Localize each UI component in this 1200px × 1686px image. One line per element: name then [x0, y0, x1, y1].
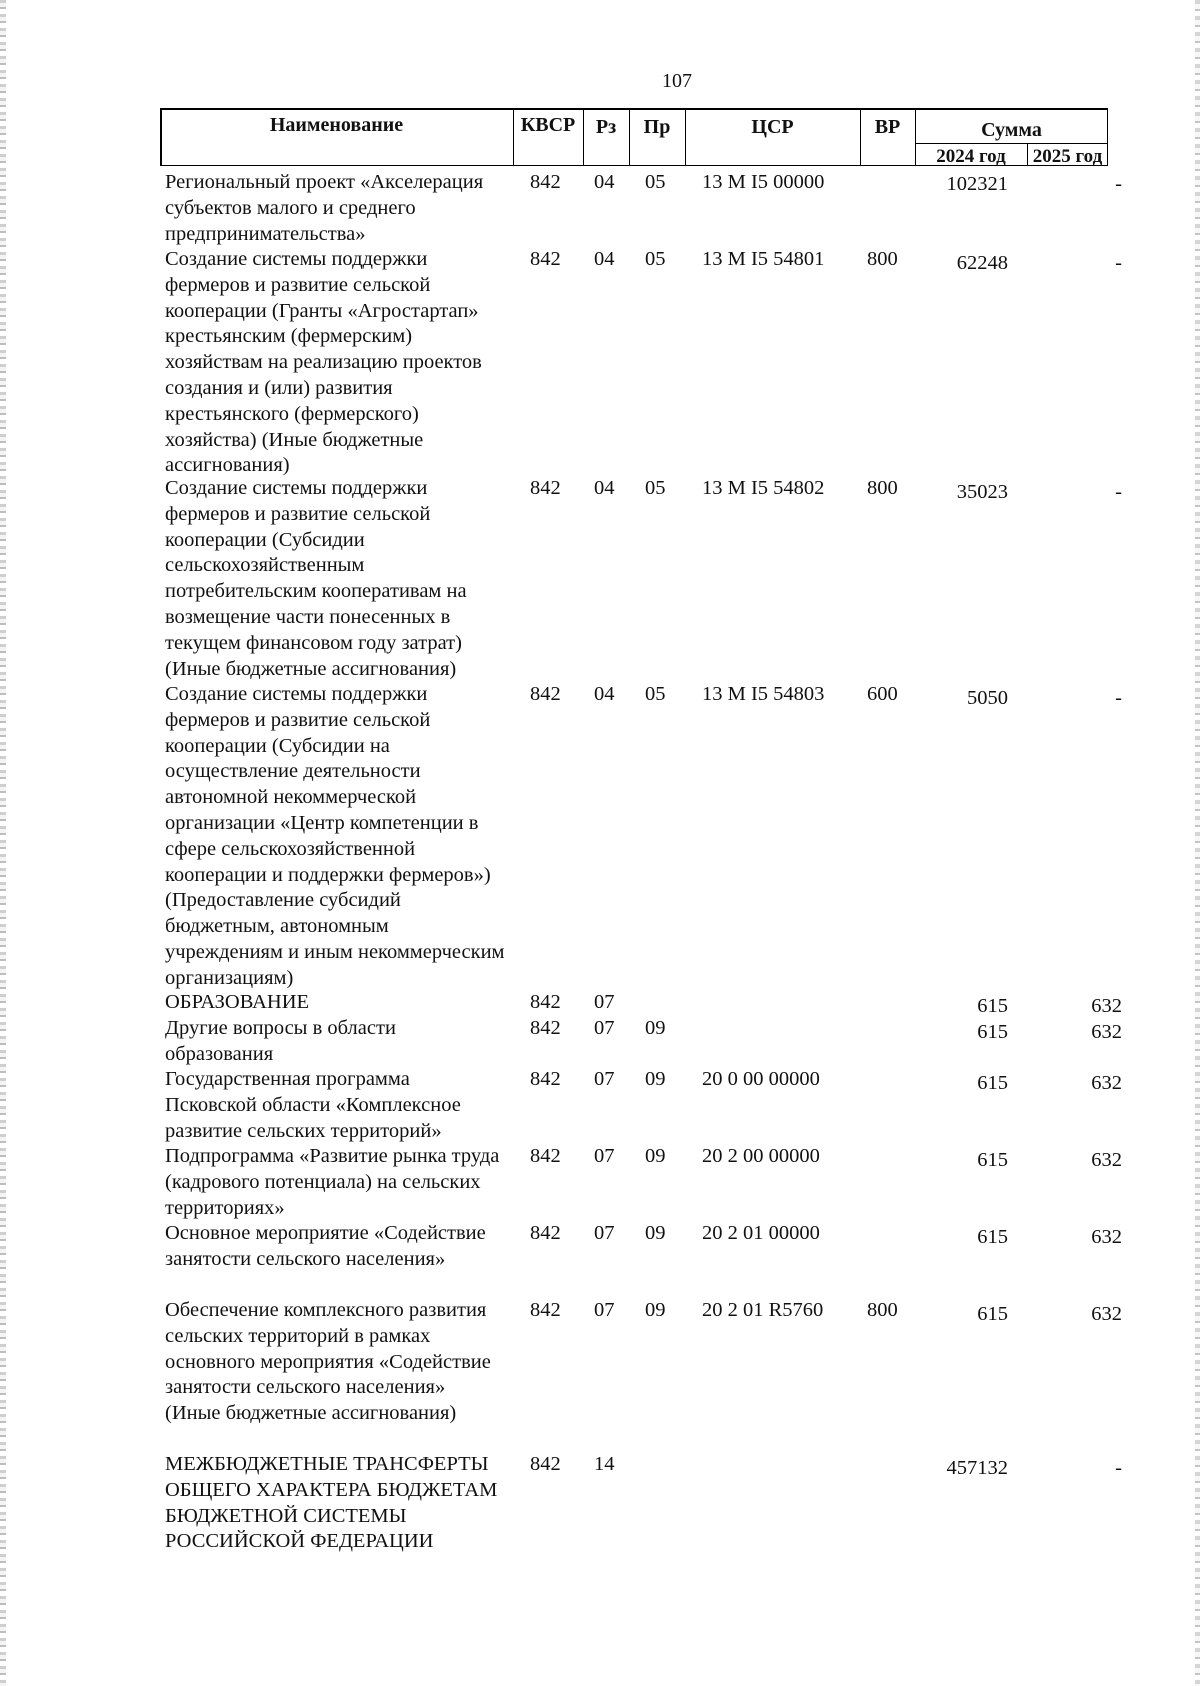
header-name: Наименование	[269, 114, 404, 136]
scan-edge-right	[1195, 0, 1200, 1686]
row-kvsr: 842	[530, 248, 561, 270]
row-pr: 05	[645, 683, 666, 705]
header-rz: Рз	[595, 116, 617, 138]
row-vr: 600	[867, 683, 898, 705]
row-csr: 13 M I5 54803	[702, 683, 825, 705]
row-rz: 07	[594, 1068, 615, 1090]
row-name: МЕЖБЮДЖЕТНЫЕ ТРАНСФЕРТЫ ОБЩЕГО ХАРАКТЕРА БЮДЖЕТАМ БЮДЖЕТНОЙ СИСТЕМЫ РОССИЙСКОЙ ФЕДЕРАЦИИ	[165, 1453, 498, 1553]
row-kvsr: 842	[530, 171, 561, 193]
row-sum-2025: -	[1115, 481, 1122, 503]
row-name: Создание системы поддержки фермеров и развитие сельской кооперации (Гранты «Агростартап» крестьянским (фермерским) хозяйствам на реализацию проектов создания и (или) развития крестьянского (фермерского) хозяйства) (Иные бюджетные ассигнования)	[165, 248, 482, 477]
header-pr: Пр	[643, 116, 671, 138]
row-kvsr: 842	[530, 1299, 561, 1321]
row-rz: 07	[594, 991, 615, 1013]
header-kvsr: КВСР	[520, 114, 576, 136]
header-csr: ЦСР	[751, 116, 794, 138]
row-name: Создание системы поддержки фермеров и развитие сельской кооперации (Субсидии сельскохозяйственным потребительским кооперативам на возмещение части понесенных в текущем финансовом году затрат) (Иные бюджетные ассигнования)	[165, 477, 467, 680]
row-csr: 20 2 00 00000	[702, 1145, 820, 1167]
row-pr: 05	[645, 171, 666, 193]
row-name: Региональный проект «Акселерация субъектов малого и среднего предпринимательства»	[165, 171, 484, 245]
row-sum-2024: 615	[977, 1021, 1008, 1043]
row-sum-2024: 457132	[946, 1457, 1008, 1479]
row-sum-2025: -	[1115, 252, 1122, 274]
row-pr: 09	[645, 1299, 666, 1321]
row-kvsr: 842	[530, 1017, 561, 1039]
row-sum-2025: 632	[1091, 995, 1122, 1017]
row-sum-2024: 615	[977, 1072, 1008, 1094]
row-name: Подпрограмма «Развитие рынка труда (кадрового потенциала) на сельских территориях»	[165, 1145, 500, 1219]
row-name: Обеспечение комплексного развития сельских территорий в рамках основного мероприятия «Содействие занятости сельского населения» (Иные бюджетные ассигнования)	[165, 1299, 491, 1425]
row-rz: 04	[594, 171, 615, 193]
row-sum-2025: 632	[1091, 1226, 1122, 1248]
row-sum-2024: 5050	[967, 687, 1008, 709]
row-kvsr: 842	[530, 1145, 561, 1167]
row-kvsr: 842	[530, 1453, 561, 1475]
row-rz: 07	[594, 1017, 615, 1039]
page-number: 107	[662, 70, 692, 92]
row-name: Основное мероприятие «Содействие занятости сельского населения»	[165, 1222, 486, 1270]
row-vr: 800	[867, 477, 898, 499]
row-rz: 07	[594, 1145, 615, 1167]
row-rz: 04	[594, 683, 615, 705]
row-pr: 09	[645, 1017, 666, 1039]
header-vr: ВР	[874, 116, 901, 138]
row-csr: 20 2 01 00000	[702, 1222, 820, 1244]
row-csr: 13 M I5 54801	[702, 248, 825, 270]
scan-edge-left	[0, 0, 6, 1686]
row-sum-2024: 615	[977, 1149, 1008, 1171]
row-rz: 04	[594, 477, 615, 499]
row-rz: 07	[594, 1222, 615, 1244]
row-sum-2024: 615	[977, 1303, 1008, 1325]
row-pr: 09	[645, 1222, 666, 1244]
row-pr: 05	[645, 477, 666, 499]
header-year-2025: 2025 год	[1032, 146, 1103, 167]
row-csr: 20 2 01 R5760	[702, 1299, 824, 1321]
row-csr: 13 M I5 54802	[702, 477, 825, 499]
row-sum-2024: 615	[977, 1226, 1008, 1248]
row-vr: 800	[867, 248, 898, 270]
row-sum-2025: 632	[1091, 1303, 1122, 1325]
row-vr: 800	[867, 1299, 898, 1321]
row-sum-2025: -	[1115, 1457, 1122, 1479]
row-name: Другие вопросы в области образования	[165, 1017, 396, 1065]
row-name: Создание системы поддержки фермеров и развитие сельской кооперации (Субсидии на осуществление деятельности автономной некоммерческой организации «Центр компетенции в сфере сельскохозяйственной кооперации и поддержки фермеров») (Предоставление субсидий бюджетным, автономным учреждениям и иным некоммерческим организациям)	[165, 683, 505, 989]
row-pr: 05	[645, 248, 666, 270]
row-pr: 09	[645, 1068, 666, 1090]
row-sum-2025: 632	[1091, 1149, 1122, 1171]
row-rz: 07	[594, 1299, 615, 1321]
row-kvsr: 842	[530, 477, 561, 499]
row-name: ОБРАЗОВАНИЕ	[165, 991, 310, 1013]
row-kvsr: 842	[530, 1068, 561, 1090]
row-kvsr: 842	[530, 991, 561, 1013]
row-sum-2024: 615	[977, 995, 1008, 1017]
row-kvsr: 842	[530, 1222, 561, 1244]
row-kvsr: 842	[530, 683, 561, 705]
row-sum-2024: 35023	[956, 481, 1008, 503]
header-sum: Сумма	[981, 119, 1042, 141]
row-pr: 09	[645, 1145, 666, 1167]
header-sum-divider	[915, 143, 1108, 144]
row-sum-2024: 102321	[946, 173, 1008, 195]
header-year-2024: 2024 год	[936, 146, 1006, 167]
row-csr: 13 M I5 00000	[702, 171, 825, 193]
row-sum-2025: -	[1115, 173, 1122, 195]
row-sum-2025: 632	[1091, 1021, 1122, 1043]
row-sum-2024: 62248	[956, 252, 1008, 274]
row-sum-2025: -	[1115, 687, 1122, 709]
row-name: Государственная программа Псковской области «Комплексное развитие сельских территорий»	[165, 1068, 461, 1142]
row-csr: 20 0 00 00000	[702, 1068, 820, 1090]
row-sum-2025: 632	[1091, 1072, 1122, 1094]
row-rz: 04	[594, 248, 615, 270]
row-rz: 14	[594, 1453, 615, 1475]
